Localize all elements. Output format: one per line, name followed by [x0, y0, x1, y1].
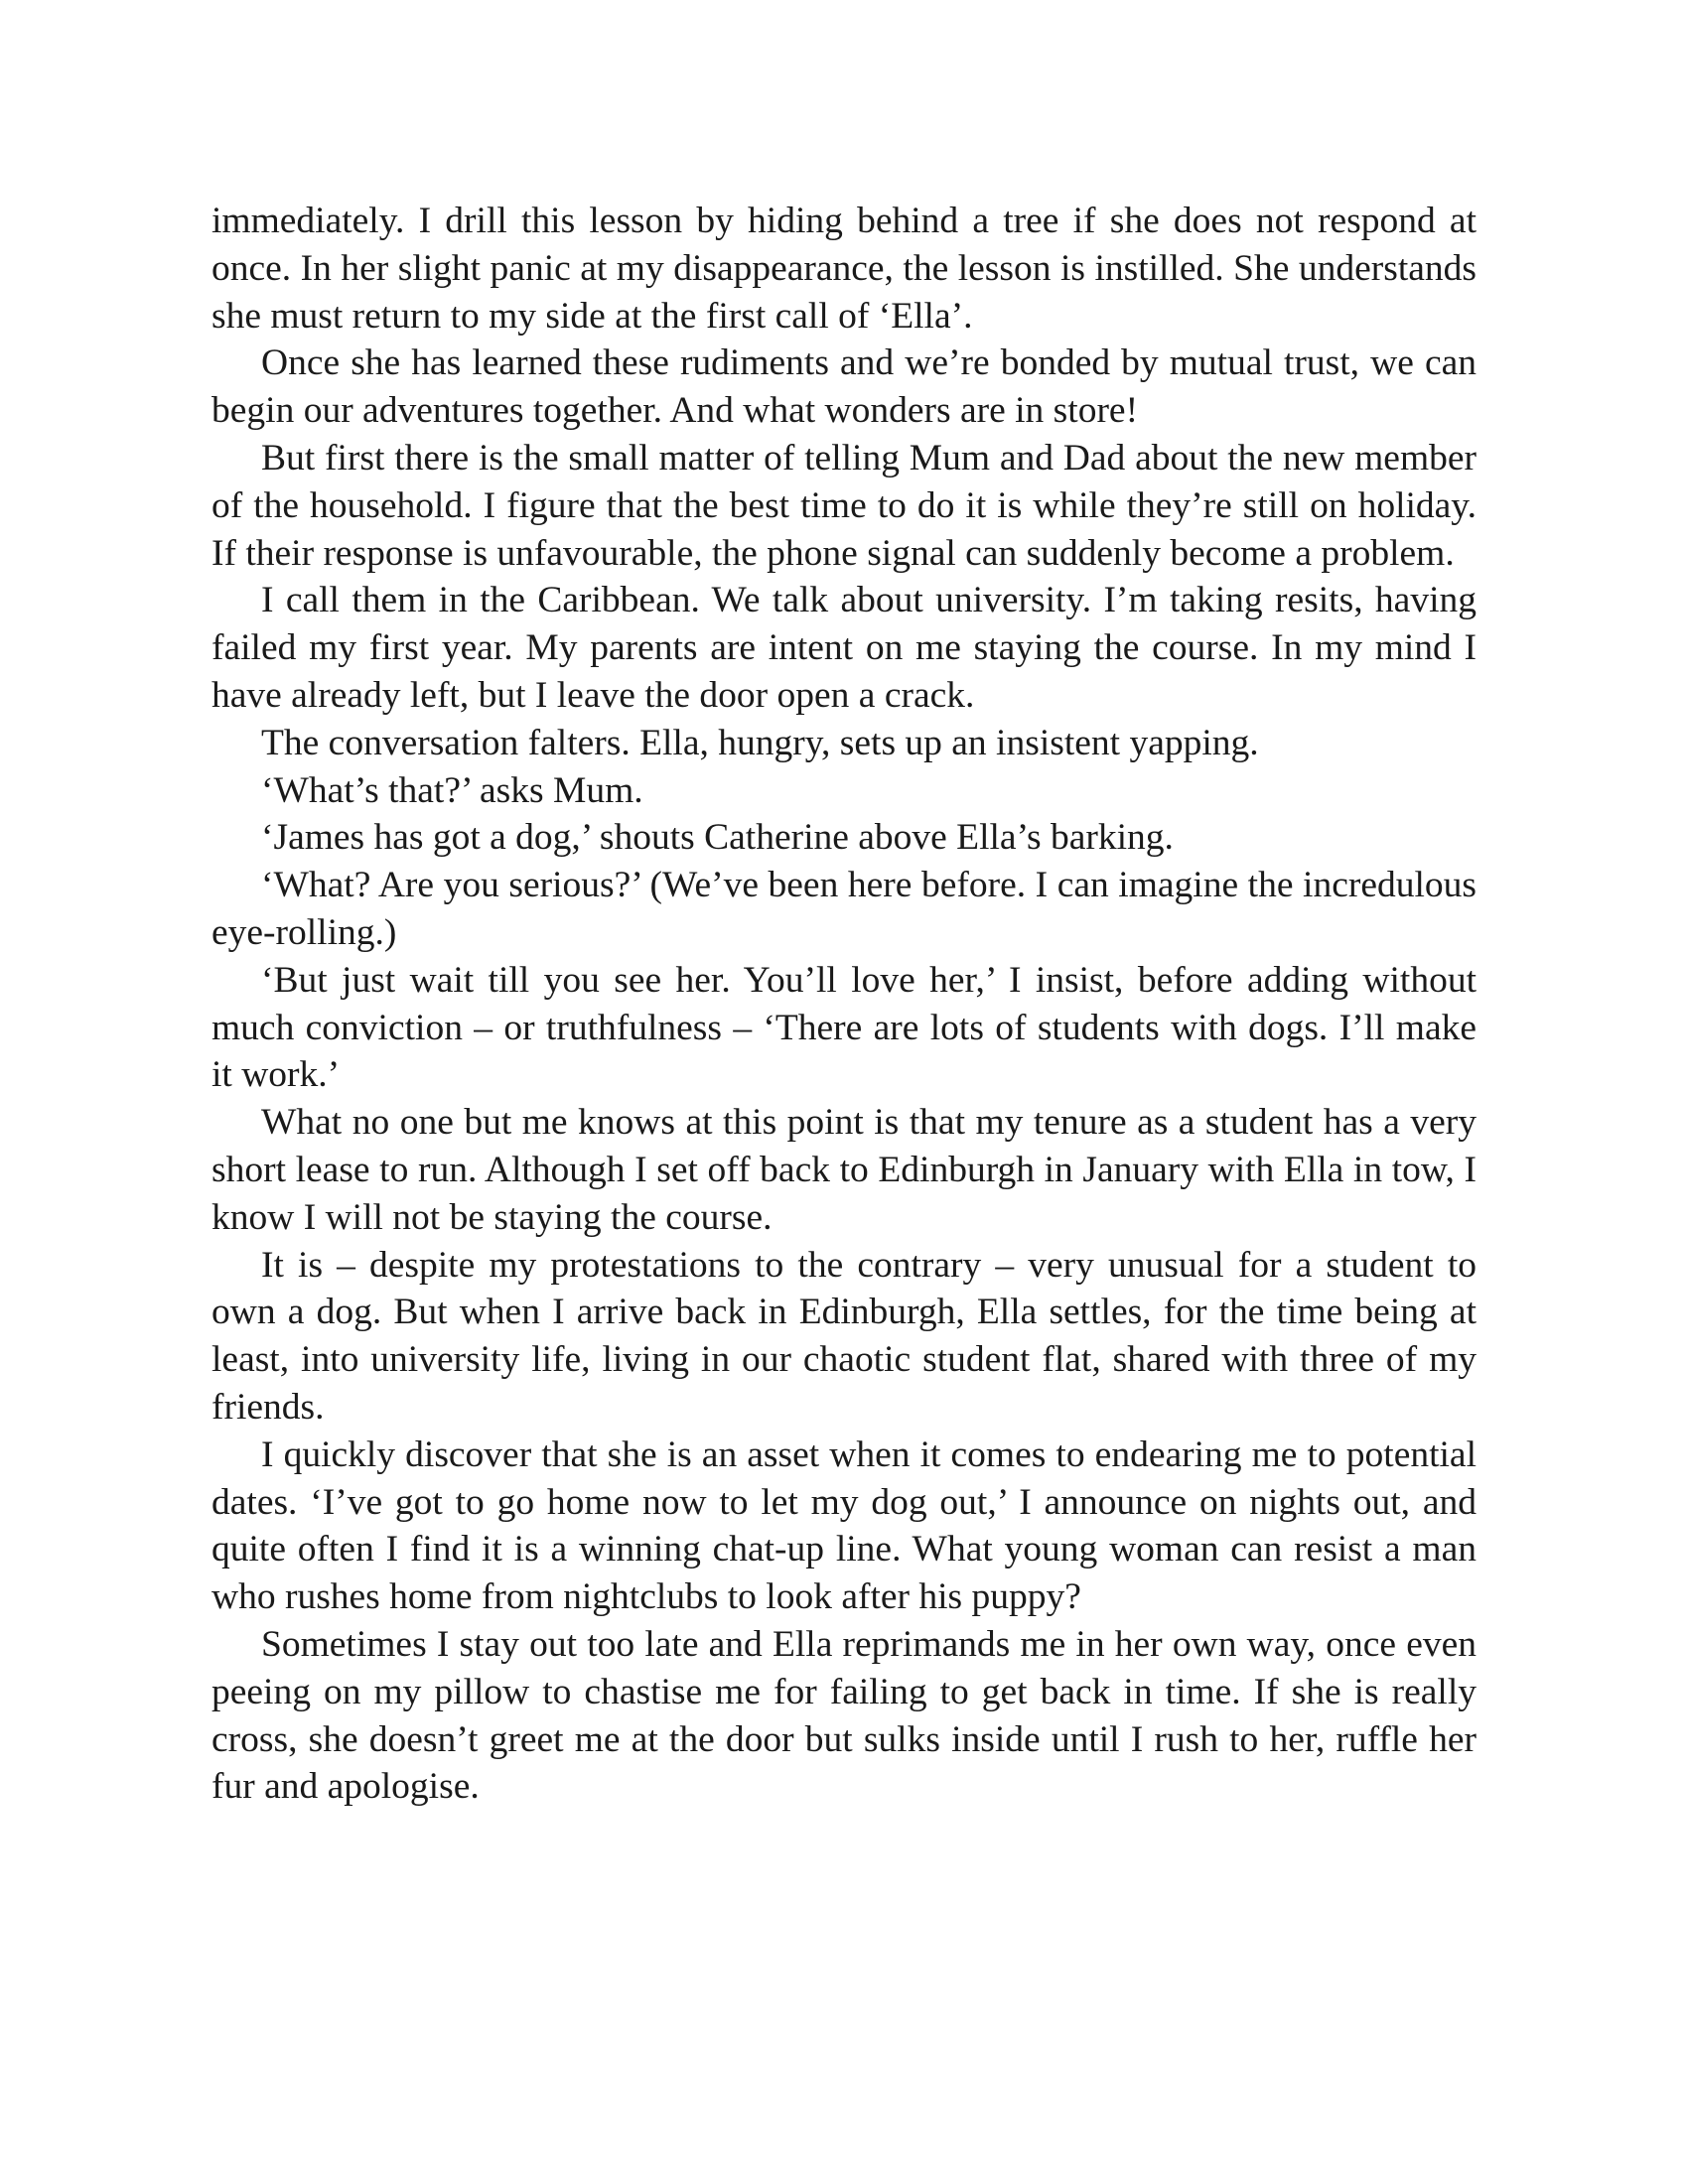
paragraph-continued: immediately. I drill this lesson by hiding behind a tree if she does not respond at once. In her slight panic at my disappearance, the lesson is instilled. She understands she must return to my side at the first call of ‘Ella’. [211, 201, 1477, 337]
paragraph: It is – despite my protestations to the contrary – very unusual for a student to own a dog. But when I arrive back in Edinburgh, Ella settles, for the time being at least, into university life, living in our chaotic student flat, shared with three of my friends. [211, 1244, 1477, 1428]
paragraph: Sometimes I stay out too late and Ella reprimands me in her own way, once even peeing on my pillow to chastise me for failing to get back in time. If she is really cross, she doesn’t greet me at the door but sulks inside until I rush to her, ruffle her fur and apologise. [211, 1623, 1477, 1808]
dialogue-line: ‘What’s that?’ asks Mum. [261, 769, 643, 811]
paragraph: I call them in the Caribbean. We talk about university. I’m taking resits, having failed my first year. My parents are intent on me staying the course. In my mind I have already left, but I leave the door open a crack. [211, 580, 1477, 716]
page-body [211, 198, 1477, 1811]
paragraph: But first there is the small matter of telling Mum and Dad about the new member of the household. I figure that the best time to do it is while they’re still on holiday. If their response is unfavourable, the phone signal can suddenly become a problem. [211, 437, 1477, 574]
paragraph: What no one but me knows at this point is that my tenure as a student has a very short lease to run. Although I set off back to Edinburgh in January with Ella in tow, I know I will not be staying the course. [211, 1102, 1477, 1238]
dialogue-line: ‘What? Are you serious?’ (We’ve been here before. I can imagine the incredulous eye-rolling.) [211, 865, 1477, 953]
dialogue-line: ‘But just wait till you see her. You’ll love her,’ I insist, before adding without much conviction – or truthfulness – ‘There are lots of students with dogs. I’ll make it work.’ [211, 959, 1477, 1096]
paragraph: I quickly discover that she is an asset when it comes to endearing me to potential dates. ‘I’ve got to go home now to let my dog out,’ I announce on nights out, and quite often I find it is a winning chat-up line. What young woman can resist a man who rushes home from nightclubs to look after his puppy? [211, 1433, 1477, 1618]
paragraph: Once she has learned these rudiments and we’re bonded by mutual trust, we can begin our adventures together. And what wonders are in store! [211, 342, 1477, 432]
dialogue-line: ‘James has got a dog,’ shouts Catherine above Ella’s barking. [261, 817, 1174, 859]
paragraph: The conversation falters. Ella, hungry, sets up an insistent yapping. [261, 722, 1259, 763]
